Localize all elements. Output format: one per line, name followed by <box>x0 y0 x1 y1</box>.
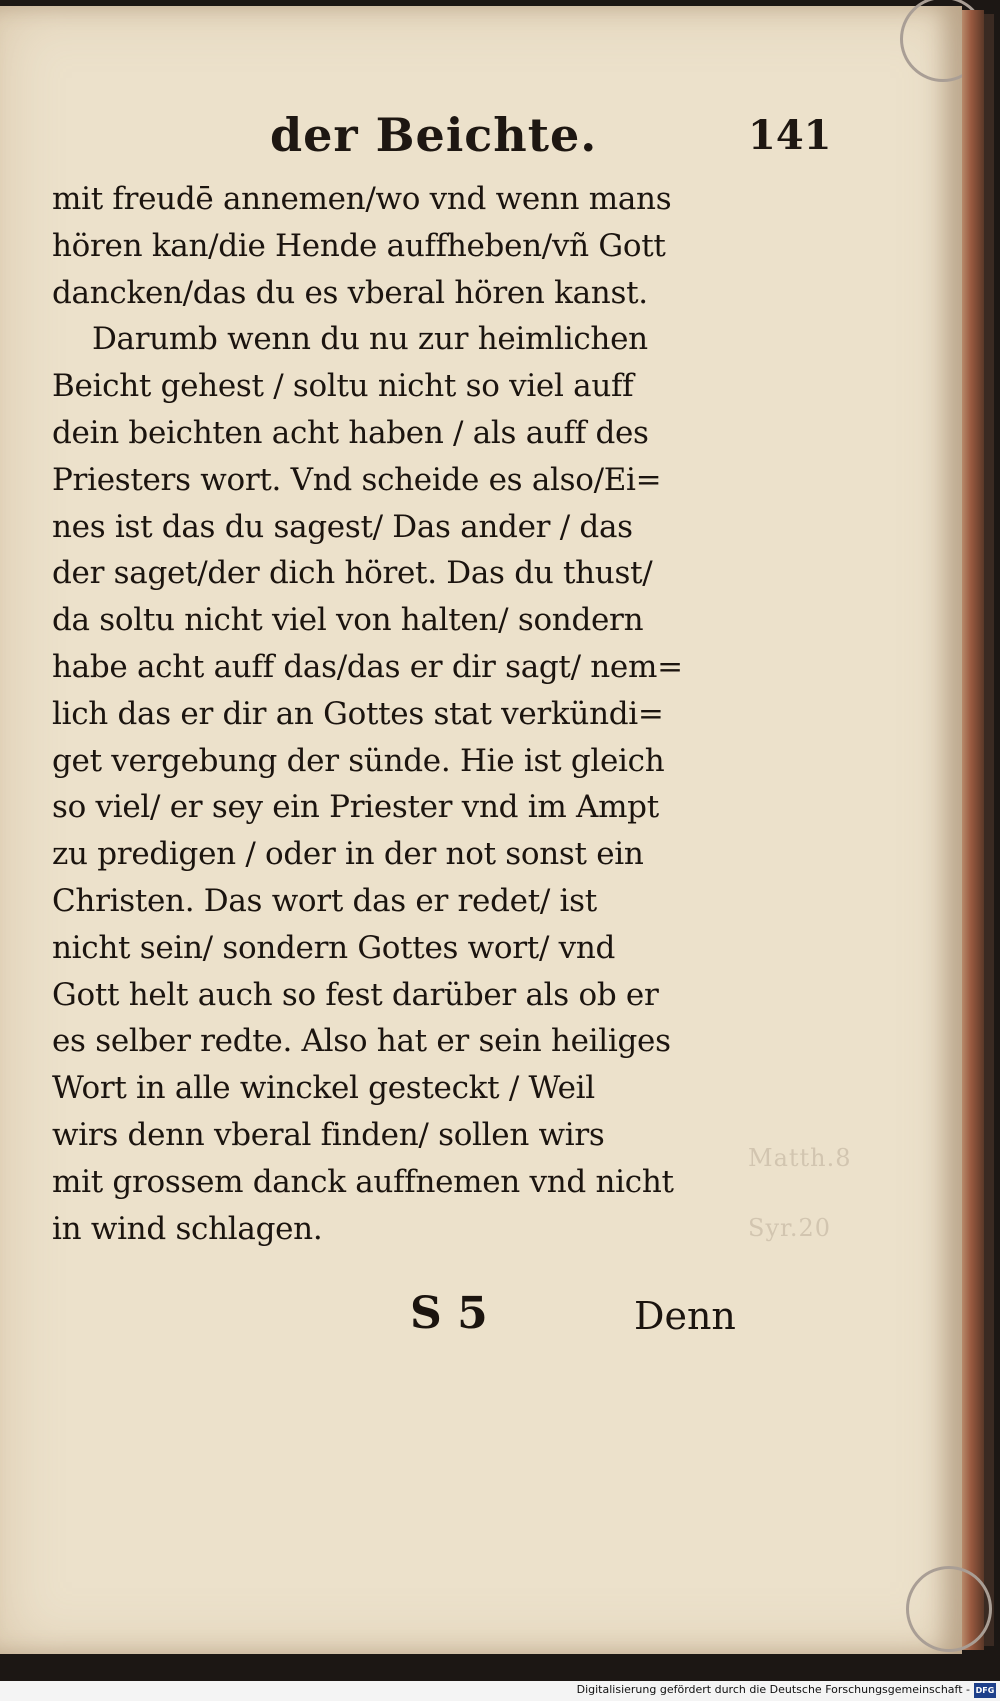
text-line: zu predigen / oder in der not sonst ein <box>52 836 644 873</box>
text-line: habe acht auff das/das er dir sagt/ nem= <box>52 648 683 685</box>
text-line: nicht sein/ sondern Gottes wort/ vnd <box>52 929 616 966</box>
text-line: get vergebung der sünde. Hie ist gleich <box>52 742 665 779</box>
text-line: wirs denn vberal finden/ sollen wirs <box>52 1116 605 1153</box>
book-page <box>0 6 962 1654</box>
page-edge <box>962 10 984 1650</box>
text-line: hören kan/die Hende auffheben/vñ Gott <box>52 227 666 264</box>
page-clip-bottom <box>906 1566 992 1652</box>
page-footer <box>0 1288 962 1348</box>
bleed-through-text: Syr.20 <box>748 1214 832 1242</box>
text-line: es selber redte. Also hat er sein heiliges <box>52 1023 671 1060</box>
text-line: mit grossem danck auffnemen vnd nicht <box>52 1163 674 1200</box>
text-line: lich das er dir an Gottes stat verkündi= <box>52 695 664 732</box>
text-line: Beicht gehest / soltu nicht so viel auff <box>52 368 634 405</box>
dfg-logo: DFG <box>974 1683 996 1698</box>
running-title: der Beichte. <box>270 108 598 162</box>
page-header <box>0 108 962 168</box>
text-line: dancken/das du es vberal hören kanst. <box>52 274 648 311</box>
text-line: Wort in alle winckel gesteckt / Weil <box>52 1070 595 1107</box>
text-line: in wind schlagen. <box>52 1210 323 1247</box>
text-line: nes ist das du sagest/ Das ander / das <box>52 508 633 545</box>
text-line: Christen. Das wort das er redet/ ist <box>52 882 597 919</box>
text-line: Gott helt auch so fest darüber als ob er <box>52 976 659 1013</box>
funding-credit: Digitalisierung gefördert durch die Deutsche Forschungsgemeinschaft - <box>576 1683 970 1696</box>
text-line: da soltu nicht viel von halten/ sondern <box>52 602 644 639</box>
text-line: mit freudē annemen/wo vnd wenn mans <box>52 181 672 217</box>
text-line: Darumb wenn du nu zur heimlichen <box>92 321 648 358</box>
credit-bar <box>0 1681 1000 1701</box>
signature-mark: S 5 <box>410 1288 488 1339</box>
text-line: dein beichten acht haben / als auff des <box>52 414 649 451</box>
body-text <box>52 176 752 1252</box>
binding-edge <box>984 14 994 1646</box>
page-number: 141 <box>748 112 832 159</box>
text-line: so viel/ er sey ein Priester vnd im Ampt <box>52 789 659 826</box>
text-line: Priesters wort. Vnd scheide es also/Ei= <box>52 461 662 498</box>
catchword: Denn <box>634 1294 736 1338</box>
bleed-through-text: Matth.8 <box>748 1144 852 1172</box>
text-line: der saget/der dich höret. Das du thust/ <box>52 555 653 592</box>
